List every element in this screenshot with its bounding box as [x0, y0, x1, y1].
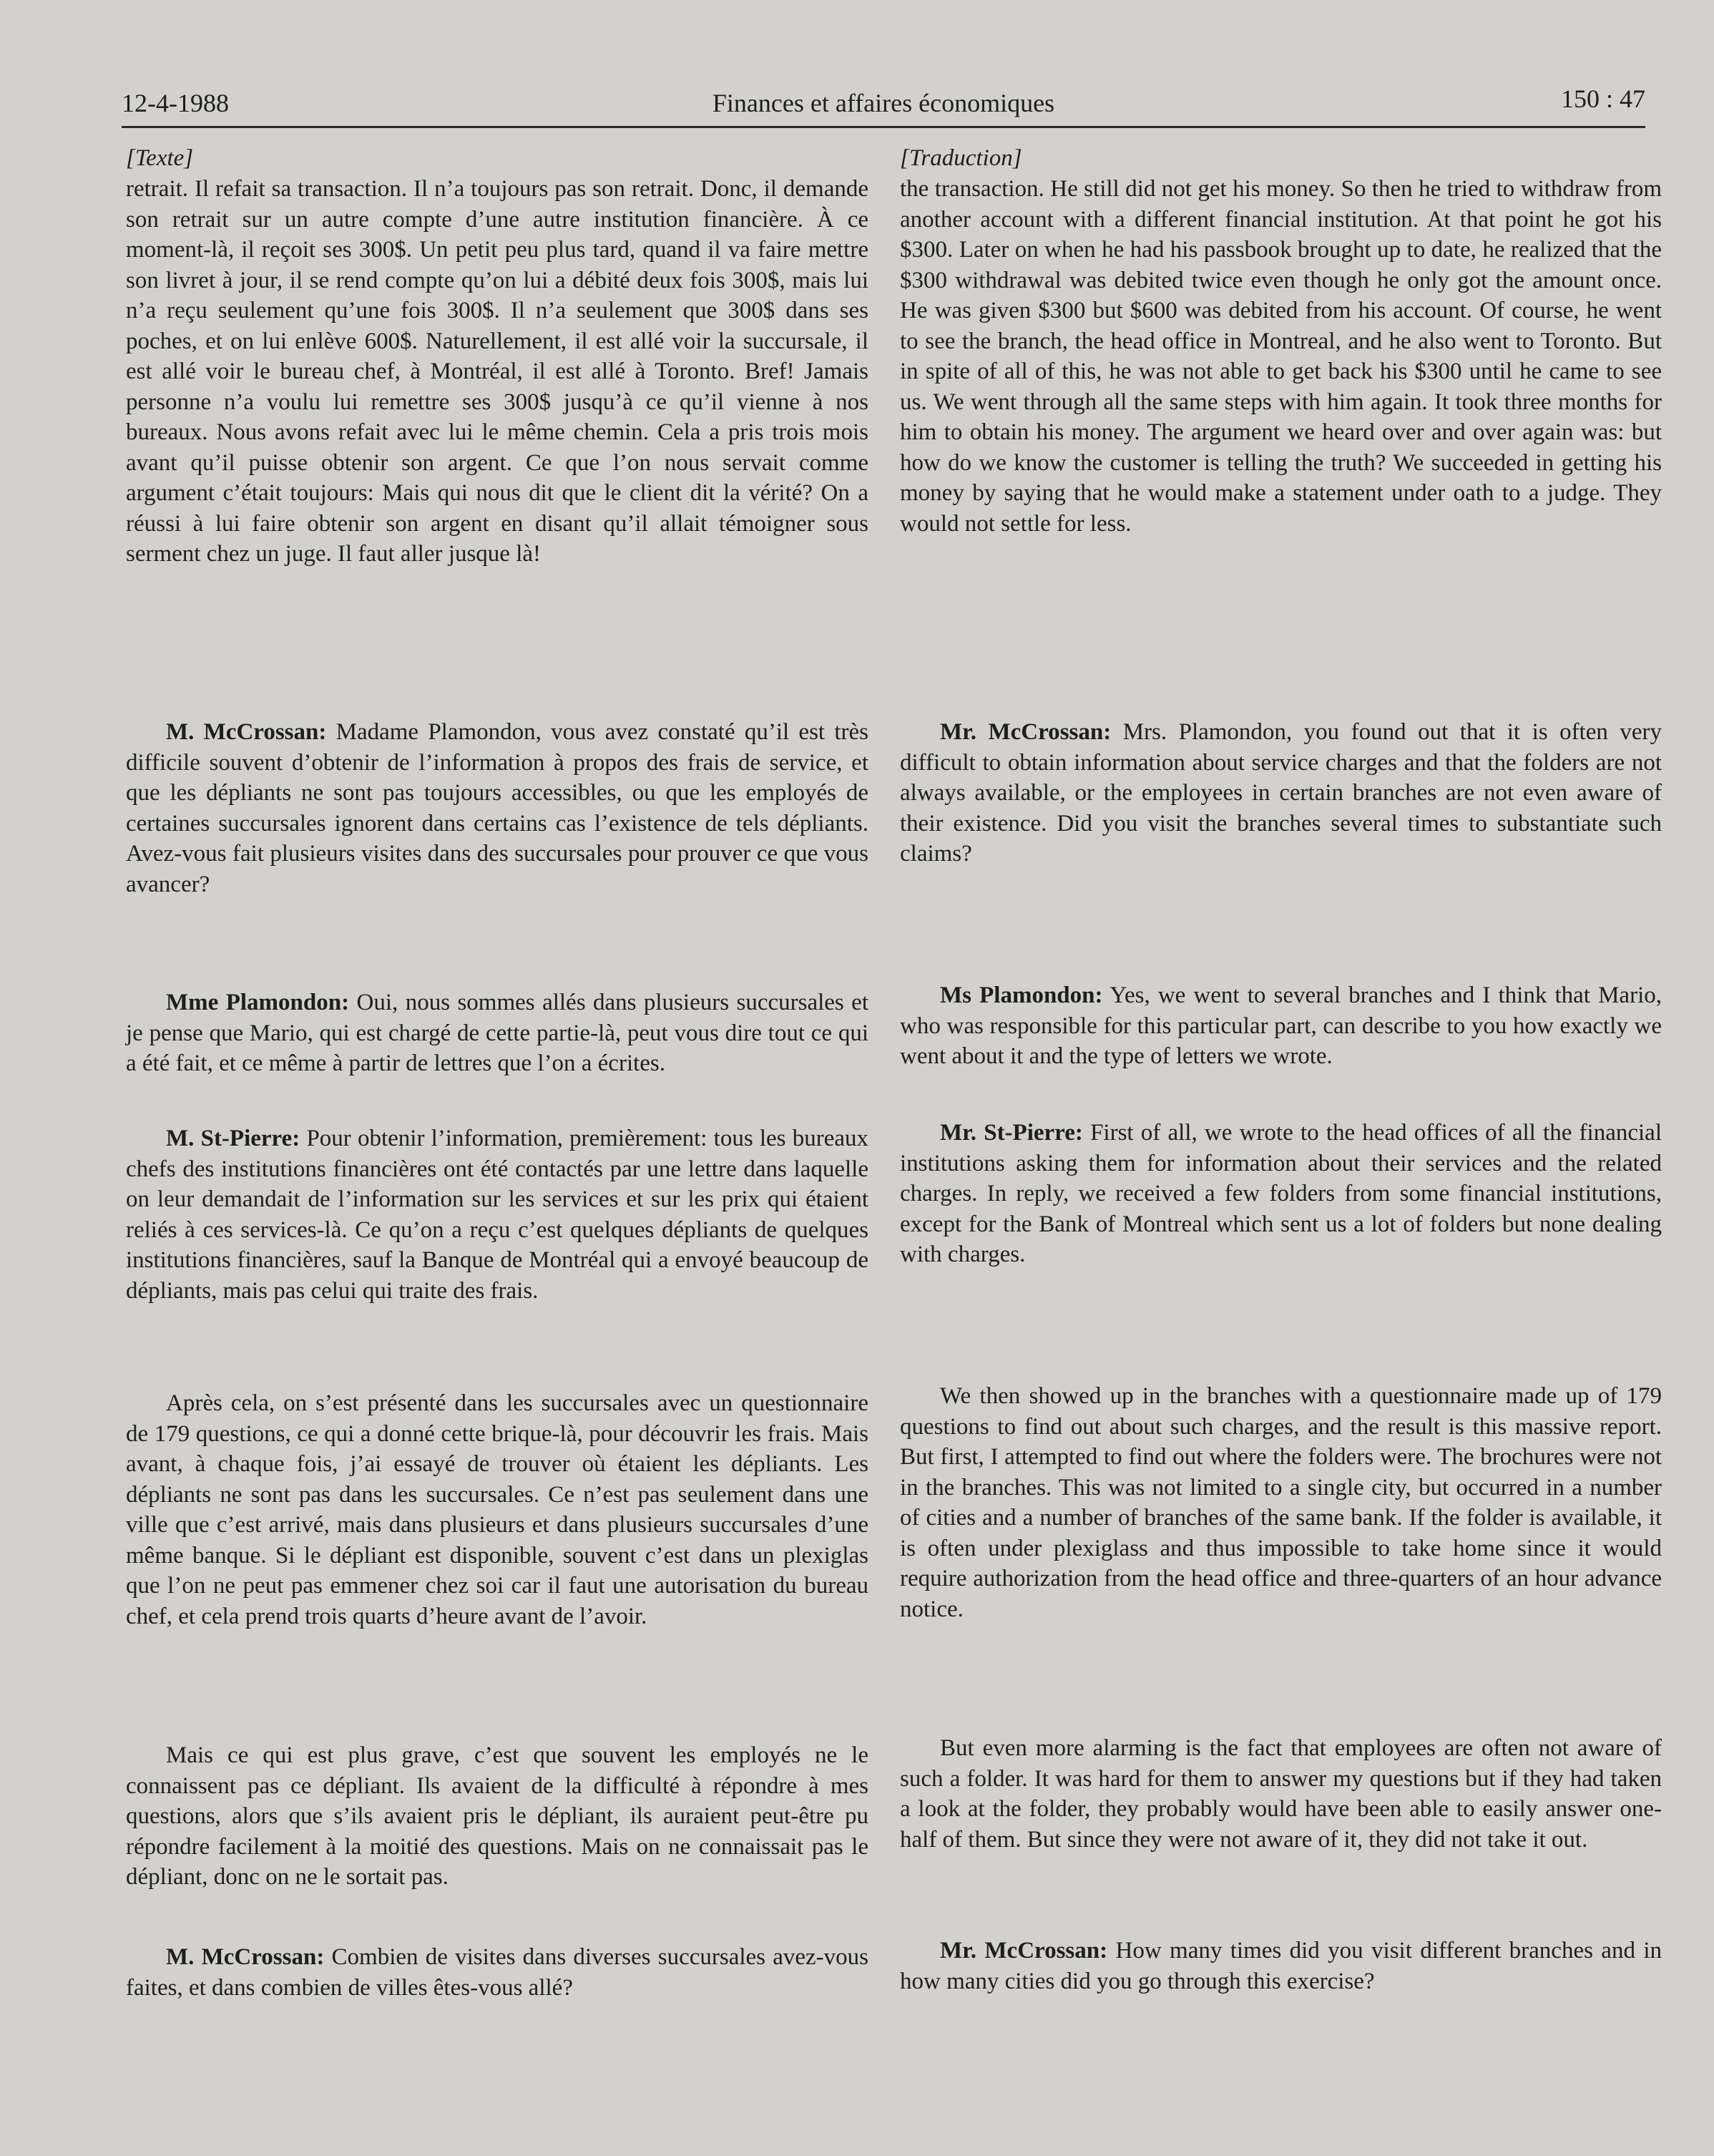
speech-text: How many times did you visit different branches and in how many cities did you go through this exercise? — [900, 1938, 1662, 1994]
paragraph-continuation: the transaction. He still did not get his money. So then he tried to withdraw from another account with a different financial institution. At that point he got his $300. Later on when he had his passbook brought up to date, he realized that the $300 withdrawal was debited twice even though he only got the amount once. He was given $300 but $600 was debited from his account. Of course, he went to see the branch, the head office in Montreal, and he also went to Toronto. But in spite of all of this, he was not able to get back his $300 until he came to see us. We went through all the same steps with him again. It took three months for him to obtain his money. The argument we heard over and over again was: but how do we know the customer is telling the truth? We succeeded in getting his money by saying that he would make a statement under oath to a judge. They would not settle for less. — [900, 176, 1662, 537]
header-page-number: 150 : 47 — [1560, 84, 1645, 113]
paragraph-speech — [126, 987, 868, 1079]
paragraph-body: We then showed up in the branches with a questionnaire made up of 179 questions to find out about such charges, and the result is this massive report. But first, I attempted to find out where the folders were. The brochures were not in the branches. This was not limited to a single city, but occurred in a number of cities and a number of branches of the same bank. If the folder is available, it is often under plexiglass and thus impossible to take home since it would require authorization from the head office and three-quarters of an hour advance notice. — [900, 1383, 1662, 1622]
label-text: Texte — [134, 145, 185, 171]
speaker-name: Mme Plamondon: — [166, 990, 350, 1015]
paragraph-speech — [126, 717, 868, 899]
paragraph-speech — [900, 1936, 1662, 1996]
speaker-name: M. McCrossan: — [166, 1944, 325, 1970]
speaker-name: Mr. St-Pierre: — [940, 1120, 1083, 1146]
speaker-name: M. St-Pierre: — [166, 1126, 300, 1151]
speech-text: Combien de visites dans diverses succursales avez-vous faites, et dans combien de villes êtes-vous allé? — [126, 1944, 868, 2001]
speaker-name: Mr. McCrossan: — [940, 719, 1112, 745]
label-text: Traduction — [909, 145, 1013, 171]
speech-text: Yes, we went to several branches and I think that Mario, who was responsible for this particular part, can describe to you how exactly we went about it and the type of letters we wrote. — [900, 982, 1662, 1069]
page-header — [122, 79, 1645, 128]
column-label-french: [Texte] — [126, 145, 194, 171]
speech-text: Oui, nous sommes allés dans plusieurs succursales et je pense que Mario, qui est chargé de cette partie-là, peut vous dire tout ce qui a été fait, et ce même à partir de lettres que l’on a écrites. — [126, 990, 868, 1076]
speech-text: Madame Plamondon, vous avez constaté qu’il est très difficile souvent d’obtenir de l’information à propos des frais de service, et que les dépliants ne sont pas toujours accessibles, ou que les employés de certaines succursales ignorent dans certains cas l’existence de tels dépliants. Avez-vous fait plusieurs visites dans des succursales pour prouver ce que vous avancer? — [126, 719, 868, 897]
paragraph-speech — [900, 717, 1662, 869]
paragraph-body: But even more alarming is the fact that employees are often not aware of such a folder. It was hard for them to answer my questions but if they had taken a look at the folder, they probably would have been able to easily answer one-half of them. But since they were not aware of it, they did not take it out. — [900, 1735, 1662, 1853]
speech-text: First of all, we wrote to the head offices of all the financial institutions asking them for information about their services and the related charges. In reply, we received a few folders from some financial institutions, except for the Bank of Montreal which sent us a lot of folders but none dealing with charges. — [900, 1120, 1662, 1267]
header-date: 12-4-1988 — [122, 89, 229, 117]
paragraph-body: Après cela, on s’est présenté dans les succursales avec un questionnaire de 179 questions, ce qui a donné cette brique-là, pour découvrir les frais. Mais avant, à chaque fois, j’ai essayé de trouver où étaient les dépliants. Les dépliants ne sont pas dans les succursales. Ce n’est pas seulement dans une ville que c’est arrivé, mais dans plusieurs et dans plusieurs succursales d’une même banque. Si le dépliant est disponible, souvent c’est dans un plexiglas que l’on ne peut pas emmener chez soi car il faut une autorisation du bureau chef, et cela prend trois quarts d’heure avant de l’avoir. — [126, 1390, 868, 1629]
paragraph-continuation: retrait. Il refait sa transaction. Il n’a toujours pas son retrait. Donc, il demande son retrait sur un autre compte d’une autre institution financière. À ce moment-là, il reçoit ses 300$. Un petit peu plus tard, quand il va faire mettre son livret à jour, il se rend compte qu’on lui a débité deux fois 300$, mais lui n’a reçu seulement qu’une fois 300$. Il n’a seulement que 300$ dans ses poches, et on lui enlève 600$. Naturellement, il est allé voir la succursale, il est allé voir le bureau chef, à Montréal, il est allé à Toronto. Bref! Jamais personne n’a voulu lui remettre ses 300$ jusqu’à ce qu’il vienne à nos bureaux. Nous avons refait avec lui le même chemin. Cela a pris trois mois avant qu’il puisse obtenir son argent. Ce que l’on nous servait comme argument c’était toujours: Mais qui nous dit que le client dit la vérité? On a réussi à lui faire obtenir son argent en disant qu’il allait témoigner sous serment chez un juge. Il faut aller jusque là! — [126, 176, 868, 567]
speech-text: Mrs. Plamondon, you found out that it is often very difficult to obtain information about service charges and that the folders are not always available, or the employees in certain branches are not even aware of their existence. Did you visit the branches several times to substantiate such claims? — [900, 719, 1662, 867]
header-title: Finances et affaires économiques — [712, 89, 1055, 117]
paragraph-body: Mais ce qui est plus grave, c’est que souvent les employés ne le connaissent pas ce dépliant. Ils avaient de la difficulté à répondre à mes questions, alors que s’ils avaient pris le dépliant, ils auraient peut-être pu répondre facilement à la moitié des questions. Mais on ne connaissait pas le dépliant, donc on ne le sortait pas. — [126, 1742, 868, 1890]
column-label-english: [Traduction] — [900, 145, 1022, 171]
speaker-name: Ms Plamondon: — [940, 982, 1103, 1008]
paragraph-speech — [900, 1118, 1662, 1270]
speech-text: Pour obtenir l’information, premièrement: tous les bureaux chefs des institutions financières ont été contactés par une lettre dans laquelle on leur demandait de l’information sur les services et sur les prix qui étaient reliés à ces services-là. Ce qu’on a reçu c’est quelques dépliants de quelques institutions financières, sauf la Banque de Montréal qui a envoyé beaucoup de dépliants, mais pas celui qui traite des frais. — [126, 1126, 868, 1304]
speaker-name: Mr. McCrossan: — [940, 1938, 1108, 1964]
paragraph-speech — [126, 1123, 868, 1306]
speaker-name: M. McCrossan: — [166, 719, 327, 745]
paragraph-speech — [126, 1942, 868, 2003]
paragraph-speech — [900, 980, 1662, 1072]
